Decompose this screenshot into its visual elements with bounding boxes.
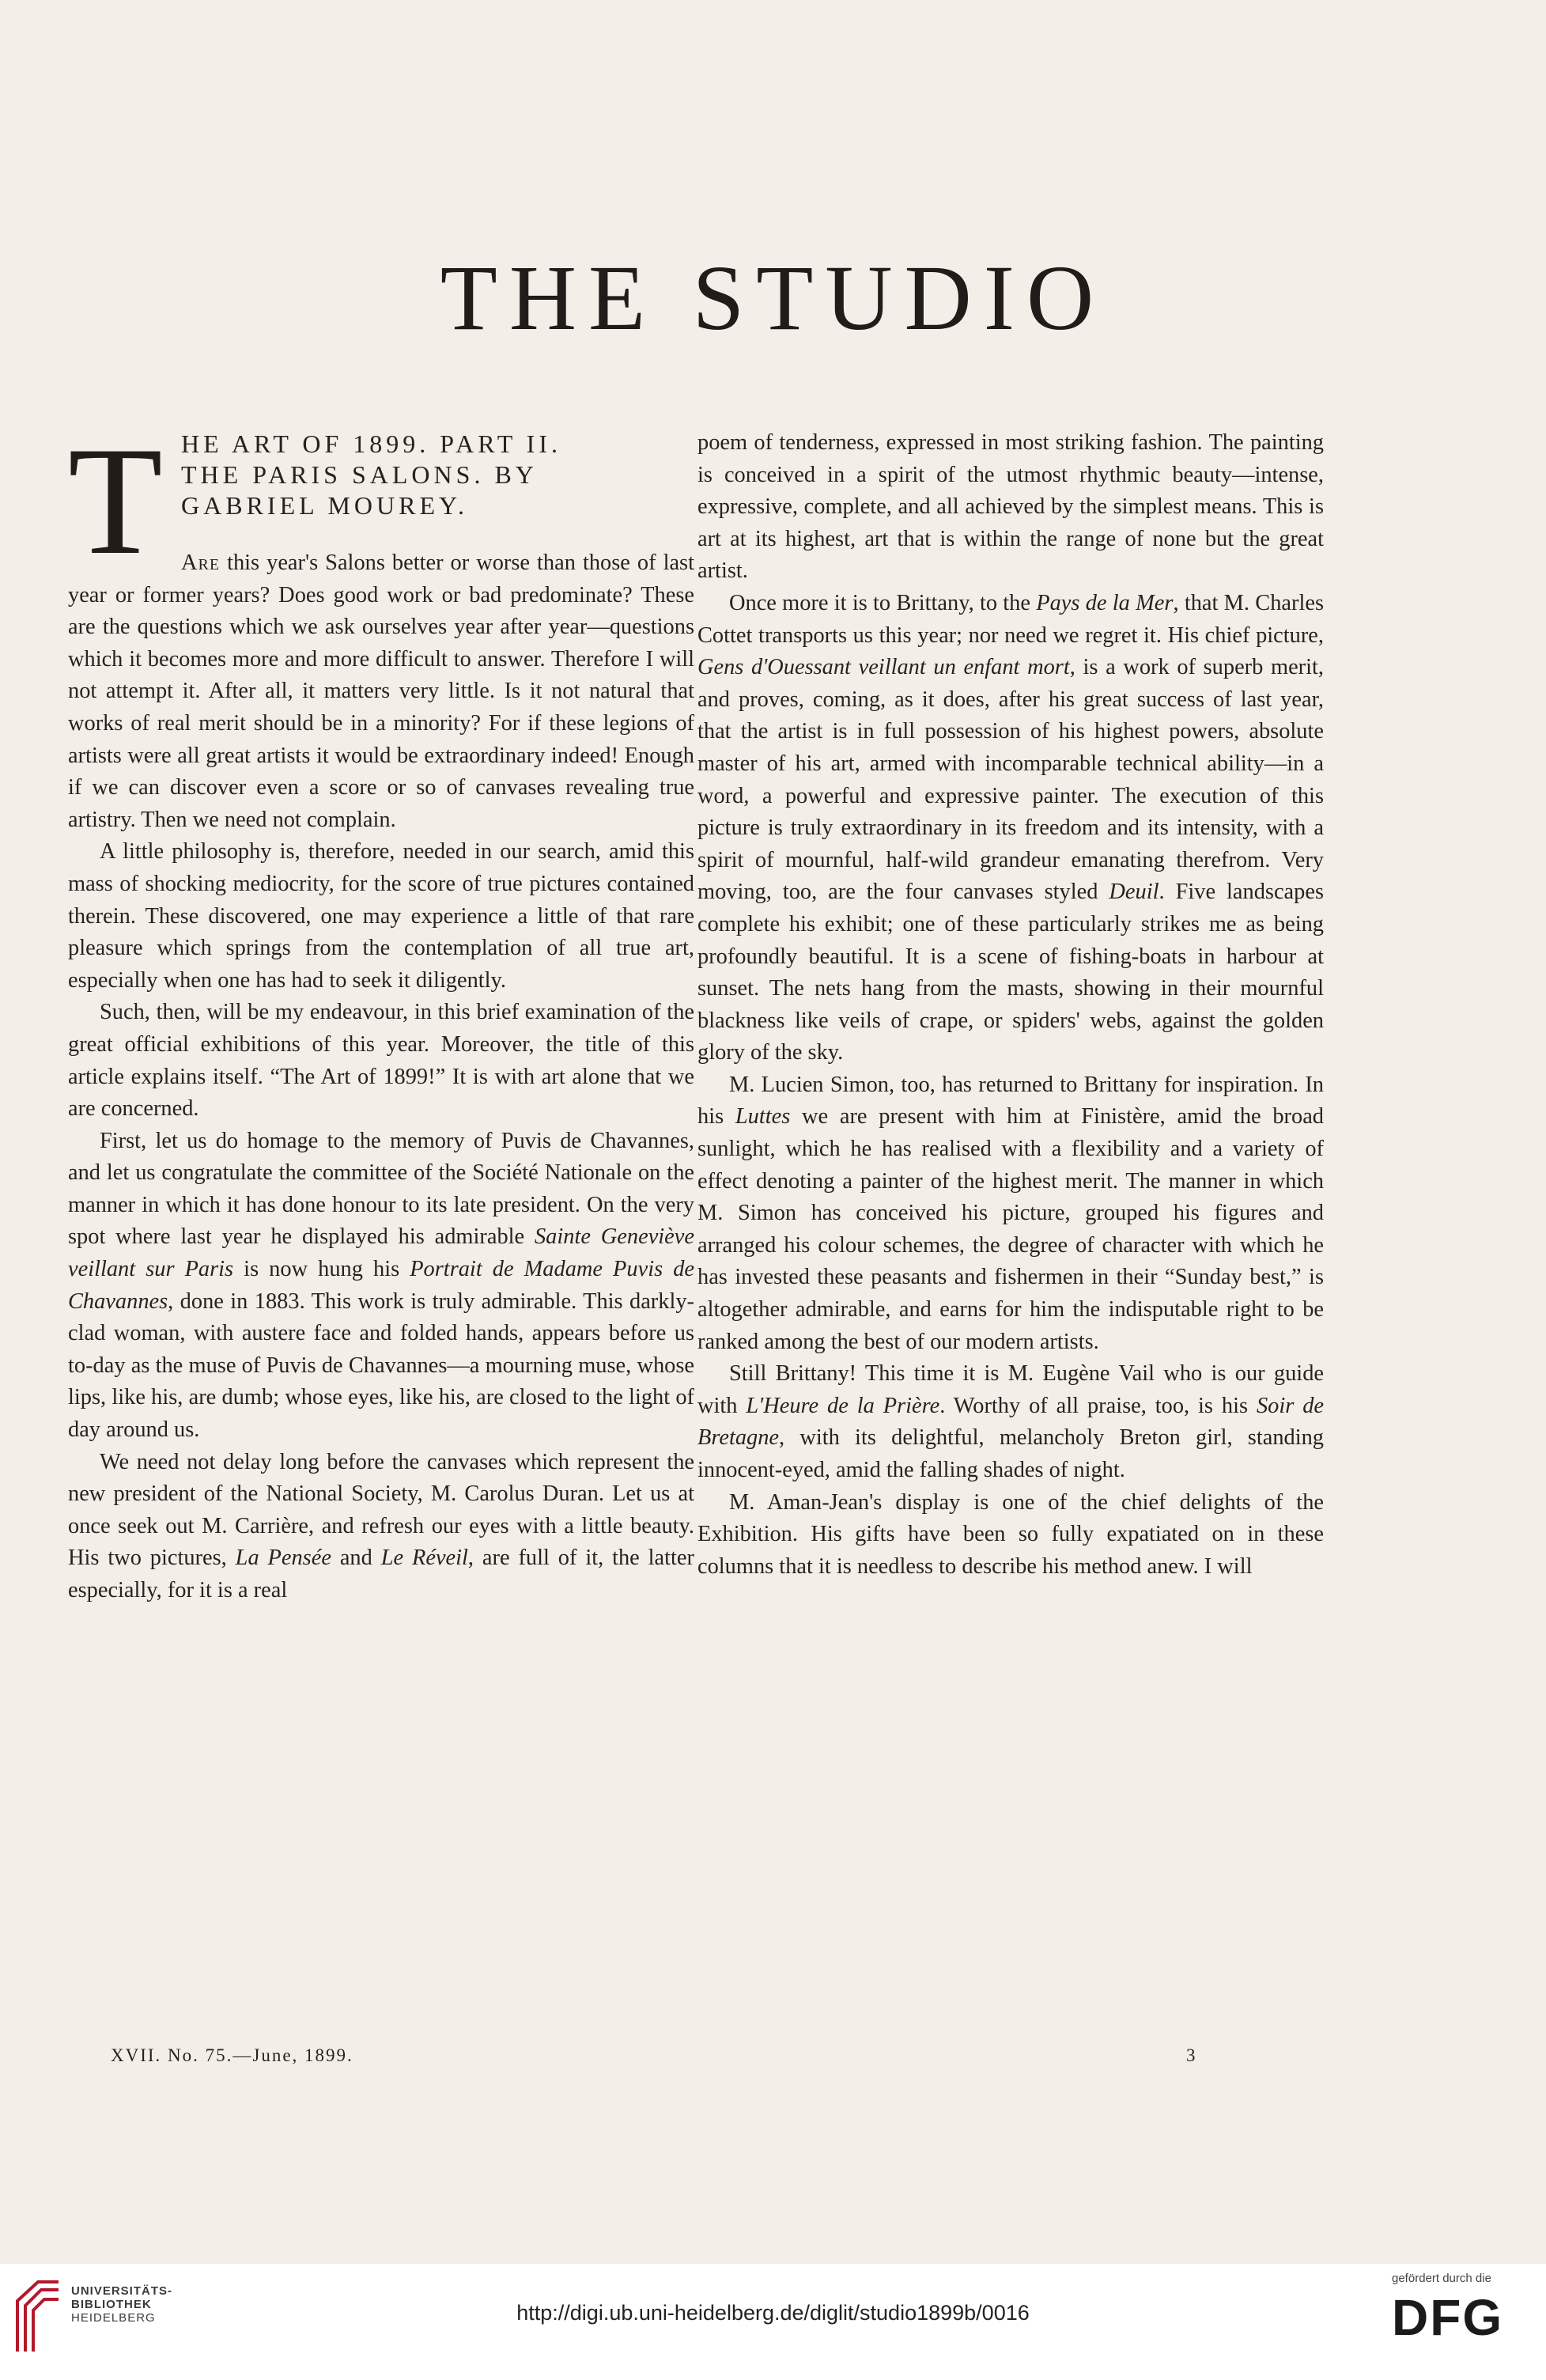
paragraph: First, let us do homage to the memory of Puvis de Chavannes, and let us congratulate the committee of the Société Nationale on the manner in which it has done honour to its late president. On the very spot where last year he displayed his admirable Sainte Geneviève veillant sur Paris is now hung his Portrait de Madame Puvis de Chavannes, done in 1883. This work is truly admirable. This darkly-clad woman, with austere face and folded hands, appears before us to-day as the muse of Puvis de Chavannes—a mourning muse, whose lips, like his, are dumb; whose eyes, like his, are closed to the light of day around us.: [68, 1128, 695, 1443]
paragraph: Still Brittany! This time it is M. Eugène Vail who is our guide with L'Heure de la Prière. Worthy of all praise, too, is his Soir de Bretagne, with its delightful, melancholy Breton girl, standing innocent-eyed, amid the falling shades of night.: [697, 1361, 1324, 1482]
paragraph: We need not delay long before the canvases which represent the new president of the National Society, M. Carolus Duran. Let us at once seek out M. Carrière, and refresh our eyes with a little beauty. His two pictures, La Pensée and Le Réveil, are full of it, the latter especially, for it is a real: [68, 1449, 694, 1602]
paragraph: M. Aman-Jean's display is one of the chief delights of the Exhibition. His gifts have been so fully expatiated on in these columns that it is needless to describe his method anew. I will: [697, 1489, 1324, 1579]
dfg-logo-text: DFG: [1392, 2292, 1504, 2340]
permalink[interactable]: http://digi.ub.uni-heidelberg.de/diglit/studio1899b/0016: [516, 2301, 1030, 2325]
drop-cap: T: [68, 415, 163, 587]
artwork-title: Deuil: [1109, 880, 1159, 905]
artwork-title: La Pensée: [235, 1546, 331, 1571]
dfg-logo-icon: [1392, 2292, 1526, 2340]
paragraph: Once more it is to Brittany, to the Pays de la Mer, that M. Charles Cottet transports us this year; nor need we regret it. His chief picture, Gens d'Ouessant veillant un enfant mort, is a work of superb merit, and proves, coming, as it does, after his great success of last year, that the artist is in full possession of his highest powers, absolute master of his art, armed with incomparable technical ability—in a word, a powerful and expressive painter. The execution of this picture is truly extraordinary in its freedom and its intensity, with a spirit of mournful, half-wild grandeur emanating therefrom. Very moving, too, are the four canvases styled Deuil. Five landscapes complete his exhibit; one of these particularly strikes me as being profoundly beautiful. It is a scene of fishing-boats in harbour at sunset. The nets hang from the masts, showing in their mournful blackness like veils of crape, or spiders' webs, against the golden glory of the sky.: [697, 590, 1324, 1065]
left-column: [68, 415, 695, 1607]
paragraph: M. Lucien Simon, too, has returned to Brittany for inspiration. In his Luttes we are present with him at Finistère, amid the broad sunlight, which he has realised with a flexibility and a variety of effect denoting a painter of the highest merit. The manner in which M. Simon has conceived his picture, grouped his figures and arranged his colour schemes, the degree of character with which he has invested these peasants and fishermen in their “Sunday best,” is altogether admirable, and earns for him the indisputable right to be ranked among the best of our modern artists.: [697, 1072, 1324, 1354]
paragraph: Are this year's Salons better or worse than those of last year or former years? Does good work or bad predominate? These are the questions which we ask ourselves year after year—questions which it becomes more and more difficult to answer. Therefore I will not attempt it. After all, it matters very little. Is it not natural that works of real merit should be in a minority? For if these legions of artists were all great artists it would be extraordinary indeed! Enough if we can discover even a score or so of canvases revealing true artistry. Then we need not complain.: [68, 551, 694, 832]
artwork-title: Le Réveil: [380, 1546, 468, 1571]
artwork-title: L'Heure de la Prière: [746, 1393, 940, 1418]
page-title: THE STUDIO: [440, 246, 1106, 350]
paragraph: poem of tenderness, expressed in most striking fashion. The painting is conceived in a spirit of the utmost rhythmic beauty—intense, expressive, complete, and all achieved by the simplest means. This is art at its highest, art that is within the range of none but the great artist.: [697, 430, 1324, 584]
article-title: [181, 429, 695, 521]
digitization-footer: [0, 2264, 1546, 2380]
title-line-3: GABRIEL MOUREY.: [181, 491, 469, 520]
right-column: [697, 427, 1324, 1583]
artwork-title: Pays de la Mer: [1036, 590, 1174, 615]
title-line-2: THE PARIS SALONS. BY: [181, 460, 538, 489]
paragraph: A little philosophy is, therefore, needed in our search, amid this mass of shocking mediocrity, for the score of true pictures contained therein. These discovered, one may experience a little of that rare pleasure which springs from the contemplation of all true art, especially when one has had to seek it diligently.: [68, 839, 694, 993]
artwork-title: Soir de Bretagne: [697, 1393, 1324, 1451]
library-name: UNIVERSITÄTS- BIBLIOTHEK HEIDELBERG: [71, 2284, 173, 2325]
title-line-1: HE ART OF 1899. PART II.: [181, 429, 561, 458]
page-number: 3: [1186, 2045, 1197, 2065]
artwork-title: Sainte Geneviève veillant sur Paris: [68, 1224, 694, 1282]
artwork-title: Portrait de Madame Puvis de Chavannes: [68, 1257, 695, 1314]
issue-info: XVII. No. 75.—June, 1899.: [111, 2045, 353, 2065]
lead-words: Are: [181, 551, 221, 575]
paragraph: Such, then, will be my endeavour, in this brief examination of the great official exhibitions of this year. Moreover, the title of this article explains itself. “The Art of 1899!” It is with art alone that we are concerned.: [68, 1000, 694, 1122]
artwork-title: Gens d'Ouessant veillant un enfant mort: [697, 655, 1070, 680]
funder-label: gefördert durch die: [1392, 2272, 1491, 2285]
artwork-title: Luttes: [735, 1104, 791, 1129]
